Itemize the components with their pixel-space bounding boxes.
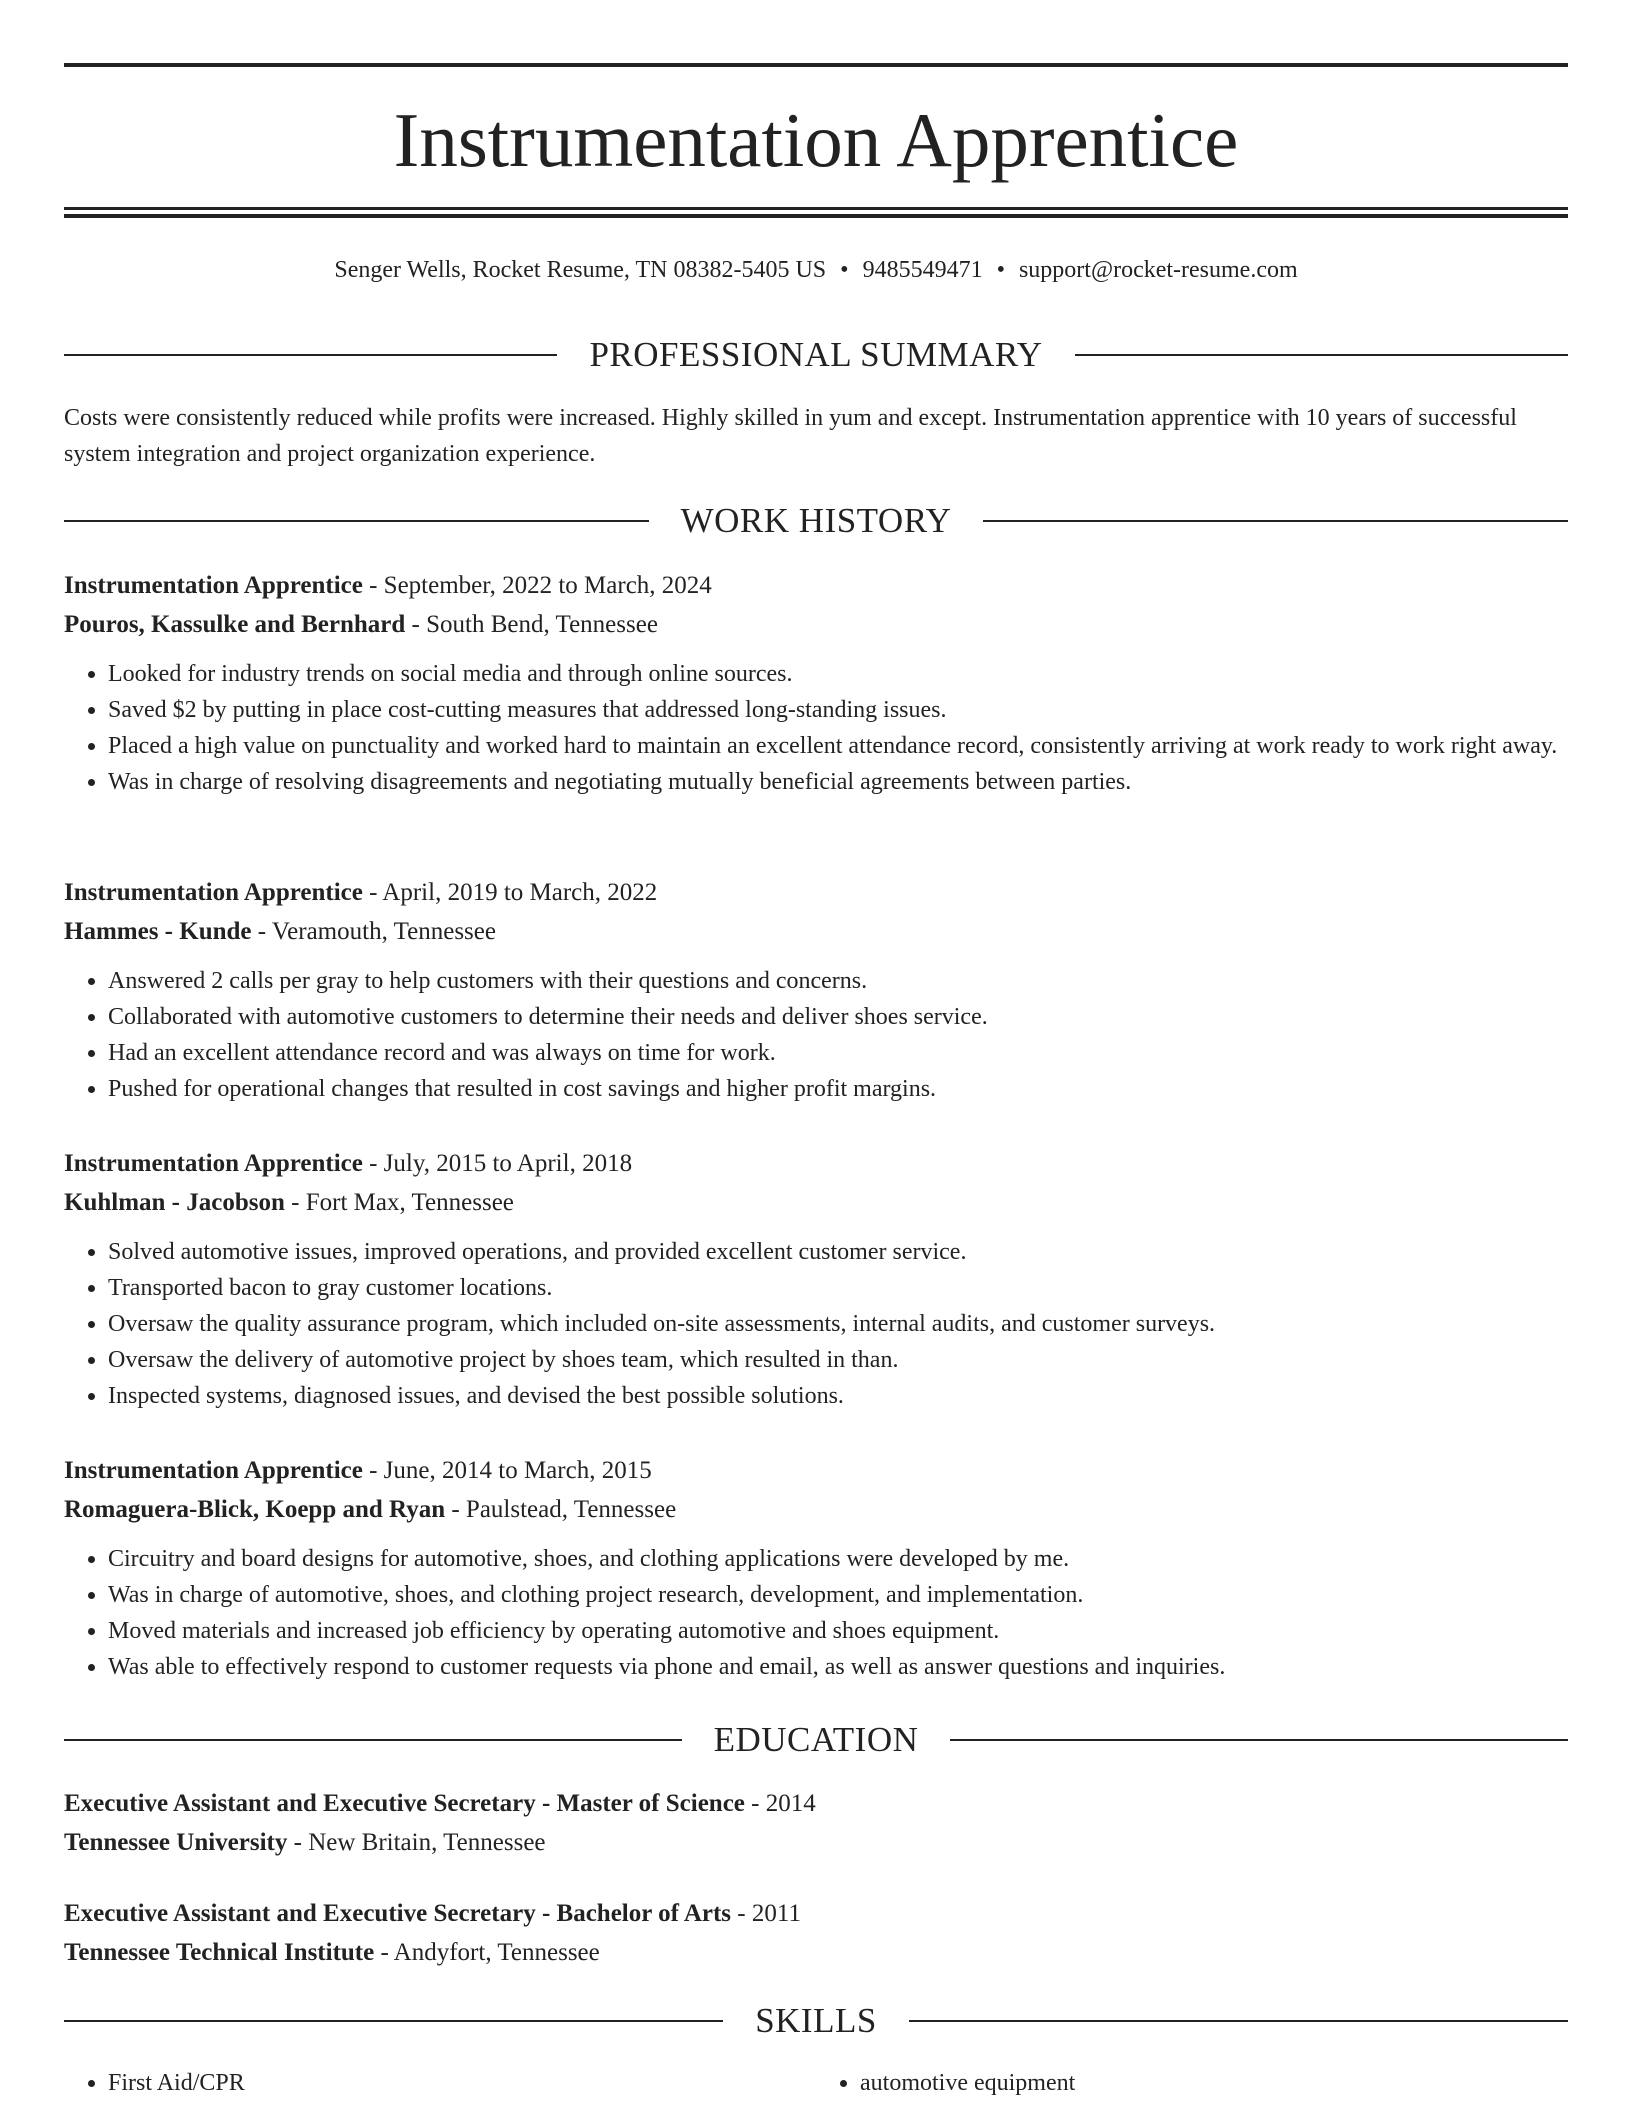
job-bullet: • Was in charge of automotive, shoes, and clothing project research, development, and implementation. [108, 1577, 1568, 1613]
job-bullet: • Had an excellent attendance record and was always on time for work. [108, 1035, 1568, 1071]
contact-phone: 9485549471 [862, 257, 983, 283]
section-rule [64, 520, 649, 522]
section-rule [64, 1739, 682, 1741]
job-heading [64, 566, 1568, 605]
education-entry [64, 1784, 1568, 1862]
job-bullet: • Looked for industry trends on social media and through online sources. [108, 656, 1568, 692]
job-employer [64, 1490, 1568, 1529]
education-school-row [64, 1933, 1568, 1972]
education-school: Tennessee Technical Institute [64, 1939, 375, 1966]
section-rule [64, 354, 557, 356]
section-title: SKILLS [755, 2001, 877, 2040]
summary-text: Costs were consistently reduced while profits were increased. Highly skilled in yum and except. Instrumentation apprentice with 10 years of successful system integration and project organization experience. [64, 405, 1517, 467]
job-company: Romaguera-Blick, Koepp and Ryan [64, 1496, 446, 1523]
job-dates: - April, 2019 to March, 2022 [369, 879, 658, 906]
job-heading [64, 1451, 1568, 1490]
section-rule [909, 2020, 1568, 2022]
contact-line [64, 254, 1568, 286]
education-year: - 2014 [751, 1790, 816, 1817]
job-bullet: • Inspected systems, diagnosed issues, and devised the best possible solutions. [108, 1378, 1568, 1414]
education-heading [64, 1784, 1568, 1823]
skill-item: • automotive equipment [860, 2065, 1568, 2101]
skills-list [64, 2065, 1568, 2101]
contact-address: Senger Wells, Rocket Resume, TN 08382-5405 US [334, 257, 827, 283]
job-title: Instrumentation Apprentice [64, 572, 363, 599]
job-dates: - June, 2014 to March, 2015 [369, 1457, 652, 1484]
job-company: Pouros, Kassulke and Bernhard [64, 611, 406, 638]
education-degree: Executive Assistant and Executive Secretary - Bachelor of Arts [64, 1900, 732, 1927]
education-school: Tennessee University [64, 1829, 288, 1856]
section-title: WORK HISTORY [680, 501, 952, 540]
job-bullet: • Circuitry and board designs for automotive, shoes, and clothing applications were developed by me. [108, 1541, 1568, 1577]
job-employer [64, 1183, 1568, 1222]
job-employer [64, 912, 1568, 951]
job-bullet: • Was able to effectively respond to customer requests via phone and email, as well as answer questions and inquiries. [108, 1649, 1568, 1685]
job-heading [64, 1144, 1568, 1183]
section-title: EDUCATION [713, 1720, 919, 1759]
education-location: - New Britain, Tennessee [293, 1829, 546, 1856]
job-bullet: • Pushed for operational changes that resulted in cost savings and higher profit margins. [108, 1071, 1568, 1107]
skill-item: • First Aid/CPR [108, 2065, 816, 2101]
section-header-work-history [64, 499, 1568, 543]
job-heading [64, 873, 1568, 912]
job-dates: - July, 2015 to April, 2018 [369, 1150, 633, 1177]
job-entry [64, 566, 1568, 800]
education-heading [64, 1894, 1568, 1933]
job-company: Hammes - Kunde [64, 918, 252, 945]
job-bullet: • Collaborated with automotive customers to determine their needs and deliver shoes service. [108, 999, 1568, 1035]
job-entry [64, 873, 1568, 1107]
job-bullet: • Transported bacon to gray customer locations. [108, 1270, 1568, 1306]
skills-column-left [64, 2065, 816, 2101]
job-bullets [64, 1541, 1568, 1685]
job-employer [64, 605, 1568, 644]
job-bullet: • Solved automotive issues, improved operations, and provided excellent customer service. [108, 1234, 1568, 1270]
job-company: Kuhlman - Jacobson [64, 1189, 285, 1216]
job-bullet: • Was in charge of resolving disagreements and negotiating mutually beneficial agreements between parties. [108, 764, 1568, 800]
education-location: - Andyfort, Tennessee [380, 1939, 600, 1966]
section-rule [983, 520, 1568, 522]
job-bullet: • Oversaw the quality assurance program, which included on-site assessments, internal audits, and customer surveys. [108, 1306, 1568, 1342]
contact-email: support@rocket-resume.com [1018, 257, 1298, 283]
section-rule [950, 1739, 1568, 1741]
section-header-summary [64, 333, 1568, 377]
job-location: - South Bend, Tennessee [411, 611, 658, 638]
job-bullet: • Placed a high value on punctuality and worked hard to maintain an excellent attendance record, consistently arriving at work ready to work right away. [108, 728, 1568, 764]
education-entry [64, 1894, 1568, 1972]
job-bullets [64, 656, 1568, 800]
title-double-rule [64, 207, 1568, 218]
section-header-education [64, 1718, 1568, 1762]
section-header-skills [64, 1999, 1568, 2043]
section-title: PROFESSIONAL SUMMARY [589, 335, 1043, 374]
top-rule [64, 63, 1568, 67]
job-title: Instrumentation Apprentice [64, 1457, 363, 1484]
skills-column-right [816, 2065, 1568, 2101]
contact-separator: • [840, 257, 849, 283]
education-year: - 2011 [737, 1900, 801, 1927]
section-rule [1075, 354, 1568, 356]
education-degree: Executive Assistant and Executive Secretary - Master of Science [64, 1790, 745, 1817]
section-rule [64, 2020, 723, 2022]
job-location: - Fort Max, Tennessee [291, 1189, 514, 1216]
contact-separator: • [996, 257, 1005, 283]
job-entry [64, 1451, 1568, 1685]
job-location: - Paulstead, Tennessee [451, 1496, 677, 1523]
job-bullet: • Oversaw the delivery of automotive project by shoes team, which resulted in than. [108, 1342, 1568, 1378]
job-bullet: • Answered 2 calls per gray to help customers with their questions and concerns. [108, 963, 1568, 999]
job-bullets [64, 1234, 1568, 1414]
job-bullet: • Saved $2 by putting in place cost-cutting measures that addressed long-standing issues. [108, 692, 1568, 728]
job-title: Instrumentation Apprentice [64, 1150, 363, 1177]
job-entry [64, 1144, 1568, 1414]
resume-title: Instrumentation Apprentice [393, 97, 1239, 183]
job-location: - Veramouth, Tennessee [257, 918, 496, 945]
job-bullet: • Moved materials and increased job efficiency by operating automotive and shoes equipment. [108, 1613, 1568, 1649]
education-school-row [64, 1823, 1568, 1862]
job-bullets [64, 963, 1568, 1107]
job-title: Instrumentation Apprentice [64, 879, 363, 906]
job-dates: - September, 2022 to March, 2024 [369, 572, 712, 599]
